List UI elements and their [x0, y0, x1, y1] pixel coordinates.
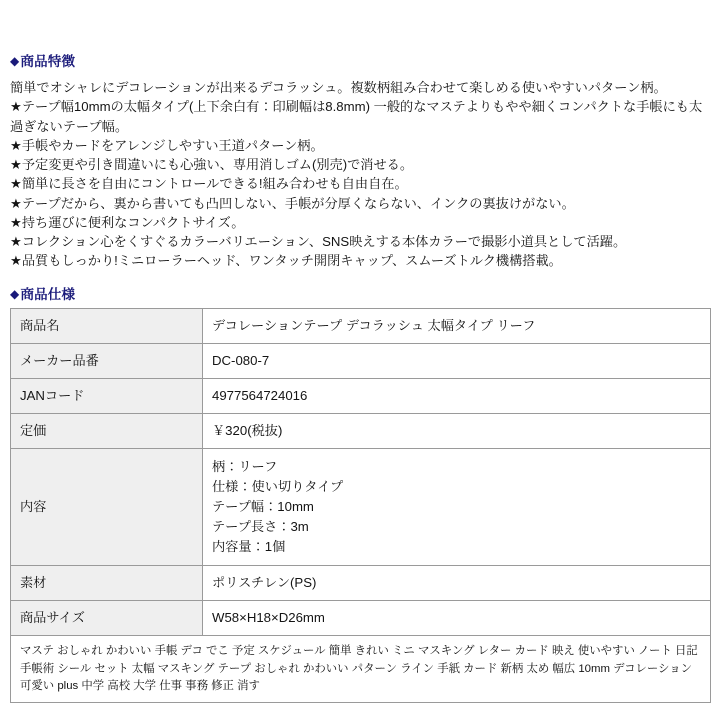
search-keywords-text: マステ おしゃれ かわいい 手帳 デコ でこ 予定 スケジュール 簡単 きれい ミニ マスキング レター カード 映え 使いやすい ノート 日記 手帳術 シール セット 太幅 マスキング テープ おしゃれ かわいい パターン ライン 手紙 カード 新柄 太め 幅広 10mm デコレーション 可愛い plus 中学 高校 大学 仕事 事務 修正 消す — [11, 636, 711, 703]
spec-value: ￥320(税抜) — [203, 413, 711, 448]
table-row — [11, 378, 711, 413]
feature-line: ★テープ幅10mmの太幅タイプ(上下余白有：印刷幅は8.8mm) 一般的なマステよりもやや細くコンパクトな手帳にも太過ぎないテープ幅。 — [10, 99, 703, 134]
spec-label: 定価 — [11, 413, 203, 448]
table-row — [11, 601, 711, 636]
spec-value: DC-080-7 — [203, 343, 711, 378]
diamond-bullet-icon: ◆ — [10, 54, 20, 68]
feature-line: ★テープだから、裏から書いても凸凹しない、手帳が分厚くならない、インクの裏抜けがない。 — [10, 195, 575, 211]
features-text-block — [6, 70, 713, 271]
table-row — [11, 308, 711, 343]
spec-label: 商品サイズ — [11, 601, 203, 636]
feature-line: 簡単でオシャレにデコレーションが出来るデコラッシュ。複数柄組み合わせて楽しめる使いやすいパターン柄。 — [10, 80, 667, 95]
spec-value-line: 内容量：1個 — [212, 539, 286, 555]
feature-line: ★品質もしっかり!ミニローラーヘッド、ワンタッチ開閉キャップ、スムーズトルク機構搭載。 — [10, 253, 562, 269]
spec-value: ポリスチレン(PS) — [203, 566, 711, 601]
feature-line: ★簡単に長さを自由にコントロールできる!組み合わせも自由自在。 — [10, 176, 408, 192]
spec-value: W58×H18×D26mm — [203, 601, 711, 636]
spec-label: 素材 — [11, 566, 203, 601]
feature-line: ★持ち運びに便利なコンパクトサイズ。 — [10, 214, 245, 230]
spec-value-line: 柄：リーフ — [212, 458, 278, 474]
feature-line: ★手帳やカードをアレンジしやすい王道パターン柄。 — [10, 137, 324, 153]
table-row — [11, 343, 711, 378]
spec-label: 商品名 — [11, 308, 203, 343]
features-section-heading — [6, 0, 713, 70]
feature-line: ★コレクション心をくすぐるカラーバリエーション、SNS映えする本体カラーで撮影小道具として活躍。 — [10, 234, 627, 250]
table-row-keywords — [11, 636, 711, 703]
diamond-bullet-icon: ◆ — [10, 286, 20, 301]
product-specifications-table — [10, 308, 711, 704]
spec-value: デコレーションテープ デコラッシュ 太幅タイプ リーフ — [203, 308, 711, 343]
spec-label: JANコード — [11, 378, 203, 413]
table-row — [11, 566, 711, 601]
spec-label: メーカー品番 — [11, 343, 203, 378]
table-row — [11, 413, 711, 448]
table-row — [11, 448, 711, 565]
spec-value-contents — [203, 448, 711, 565]
features-heading-label: 商品特徴 — [20, 54, 76, 69]
spec-value-line: テープ幅：10mm — [212, 499, 314, 515]
specs-heading-label: 商品仕様 — [20, 286, 76, 302]
spec-value-line: 仕様：使い切りタイプ — [212, 478, 344, 494]
spec-value-line: テープ長さ：3m — [212, 519, 309, 535]
specs-section-heading — [6, 271, 713, 303]
feature-line: ★予定変更や引き間違いにも心強い、専用消しゴム(別売)で消せる。 — [10, 157, 414, 173]
spec-value: 4977564724016 — [203, 378, 711, 413]
spec-label: 内容 — [11, 448, 203, 565]
